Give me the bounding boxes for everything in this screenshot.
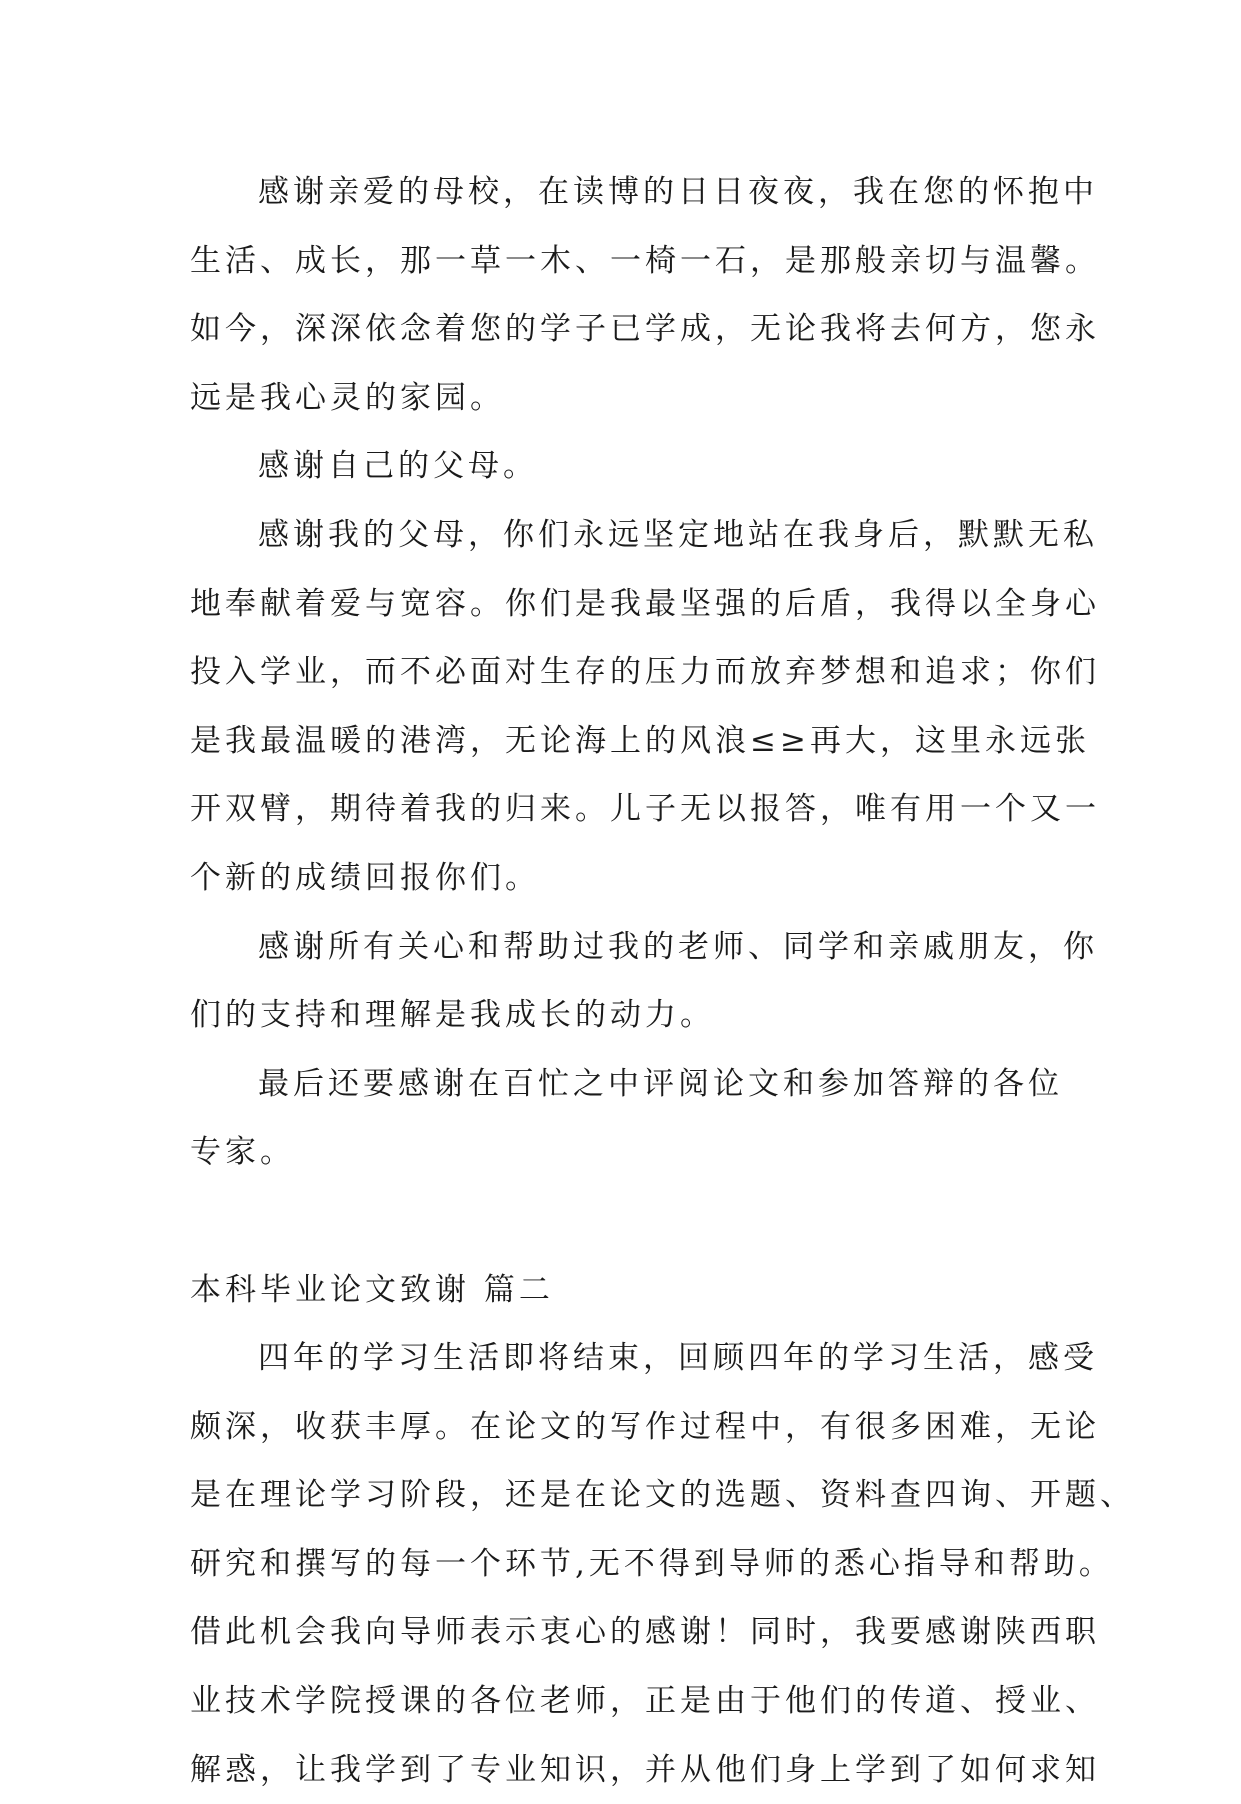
paragraph-line: 地奉献着爱与宽容。你们是我最坚强的后盾，我得以全身心 [190, 585, 1100, 622]
paragraph-line: 生活、成长，那一草一木、一椅一石，是那般亲切与温馨。 [190, 242, 1100, 279]
paragraph-line: 如今，深深依念着您的学子已学成，无论我将去何方，您永 [190, 311, 1100, 348]
paragraph-line: 远是我心灵的家园。 [190, 379, 505, 416]
paragraph-line: 是在理论学习阶段，还是在论文的选题、资料查四询、开题、 [190, 1477, 1135, 1514]
paragraph-line: 感谢所有关心和帮助过我的老师、同学和亲戚朋友，你 [258, 928, 1098, 965]
paragraph-line: 们的支持和理解是我成长的动力。 [190, 997, 715, 1034]
paragraph-line: 专家。 [190, 1134, 295, 1171]
document-body [190, 158, 1135, 1804]
paragraph-line: 研究和撰写的每一个环节,无不得到导师的悉心指导和帮助。 [190, 1545, 1114, 1582]
paragraph-line: 颇深，收获丰厚。在论文的写作过程中，有很多困难，无论 [190, 1408, 1100, 1445]
paragraph-line: 个新的成绩回报你们。 [190, 859, 540, 896]
paragraph-line: 感谢我的父母，你们永远坚定地站在我身后，默默无私 [258, 516, 1098, 553]
section-gap [190, 1187, 1070, 1256]
paragraph-line: 最后还要感谢在百忙之中评阅论文和参加答辩的各位 [258, 1065, 1063, 1102]
paragraph-line: 感谢亲爱的母校，在读博的日日夜夜，我在您的怀抱中 [258, 174, 1098, 210]
paragraph-line: 解惑，让我学到了专业知识，并从他们身上学到了如何求知 [190, 1751, 1100, 1788]
paragraph-line: 感谢自己的父母。 [258, 448, 538, 485]
paragraph-line: 业技术学院授课的各位老师，正是由于他们的传道、授业、 [190, 1683, 1100, 1720]
paragraph-line: 四年的学习生活即将结束，回顾四年的学习生活，感受 [258, 1340, 1098, 1377]
paragraph-line: 开双臂，期待着我的归来。儿子无以报答，唯有用一个又一 [190, 791, 1100, 828]
paragraph-line: 投入学业，而不必面对生存的压力而放弃梦想和追求；你们 [190, 654, 1100, 691]
paragraph-line: 借此机会我向导师表示衷心的感谢！同时，我要感谢陕西职 [190, 1614, 1100, 1651]
paragraph-line: 是我最温暖的港湾，无论海上的风浪≤≥再大，这里永远张 [190, 722, 1090, 759]
section-heading: 本科毕业论文致谢 篇二 [190, 1271, 554, 1308]
